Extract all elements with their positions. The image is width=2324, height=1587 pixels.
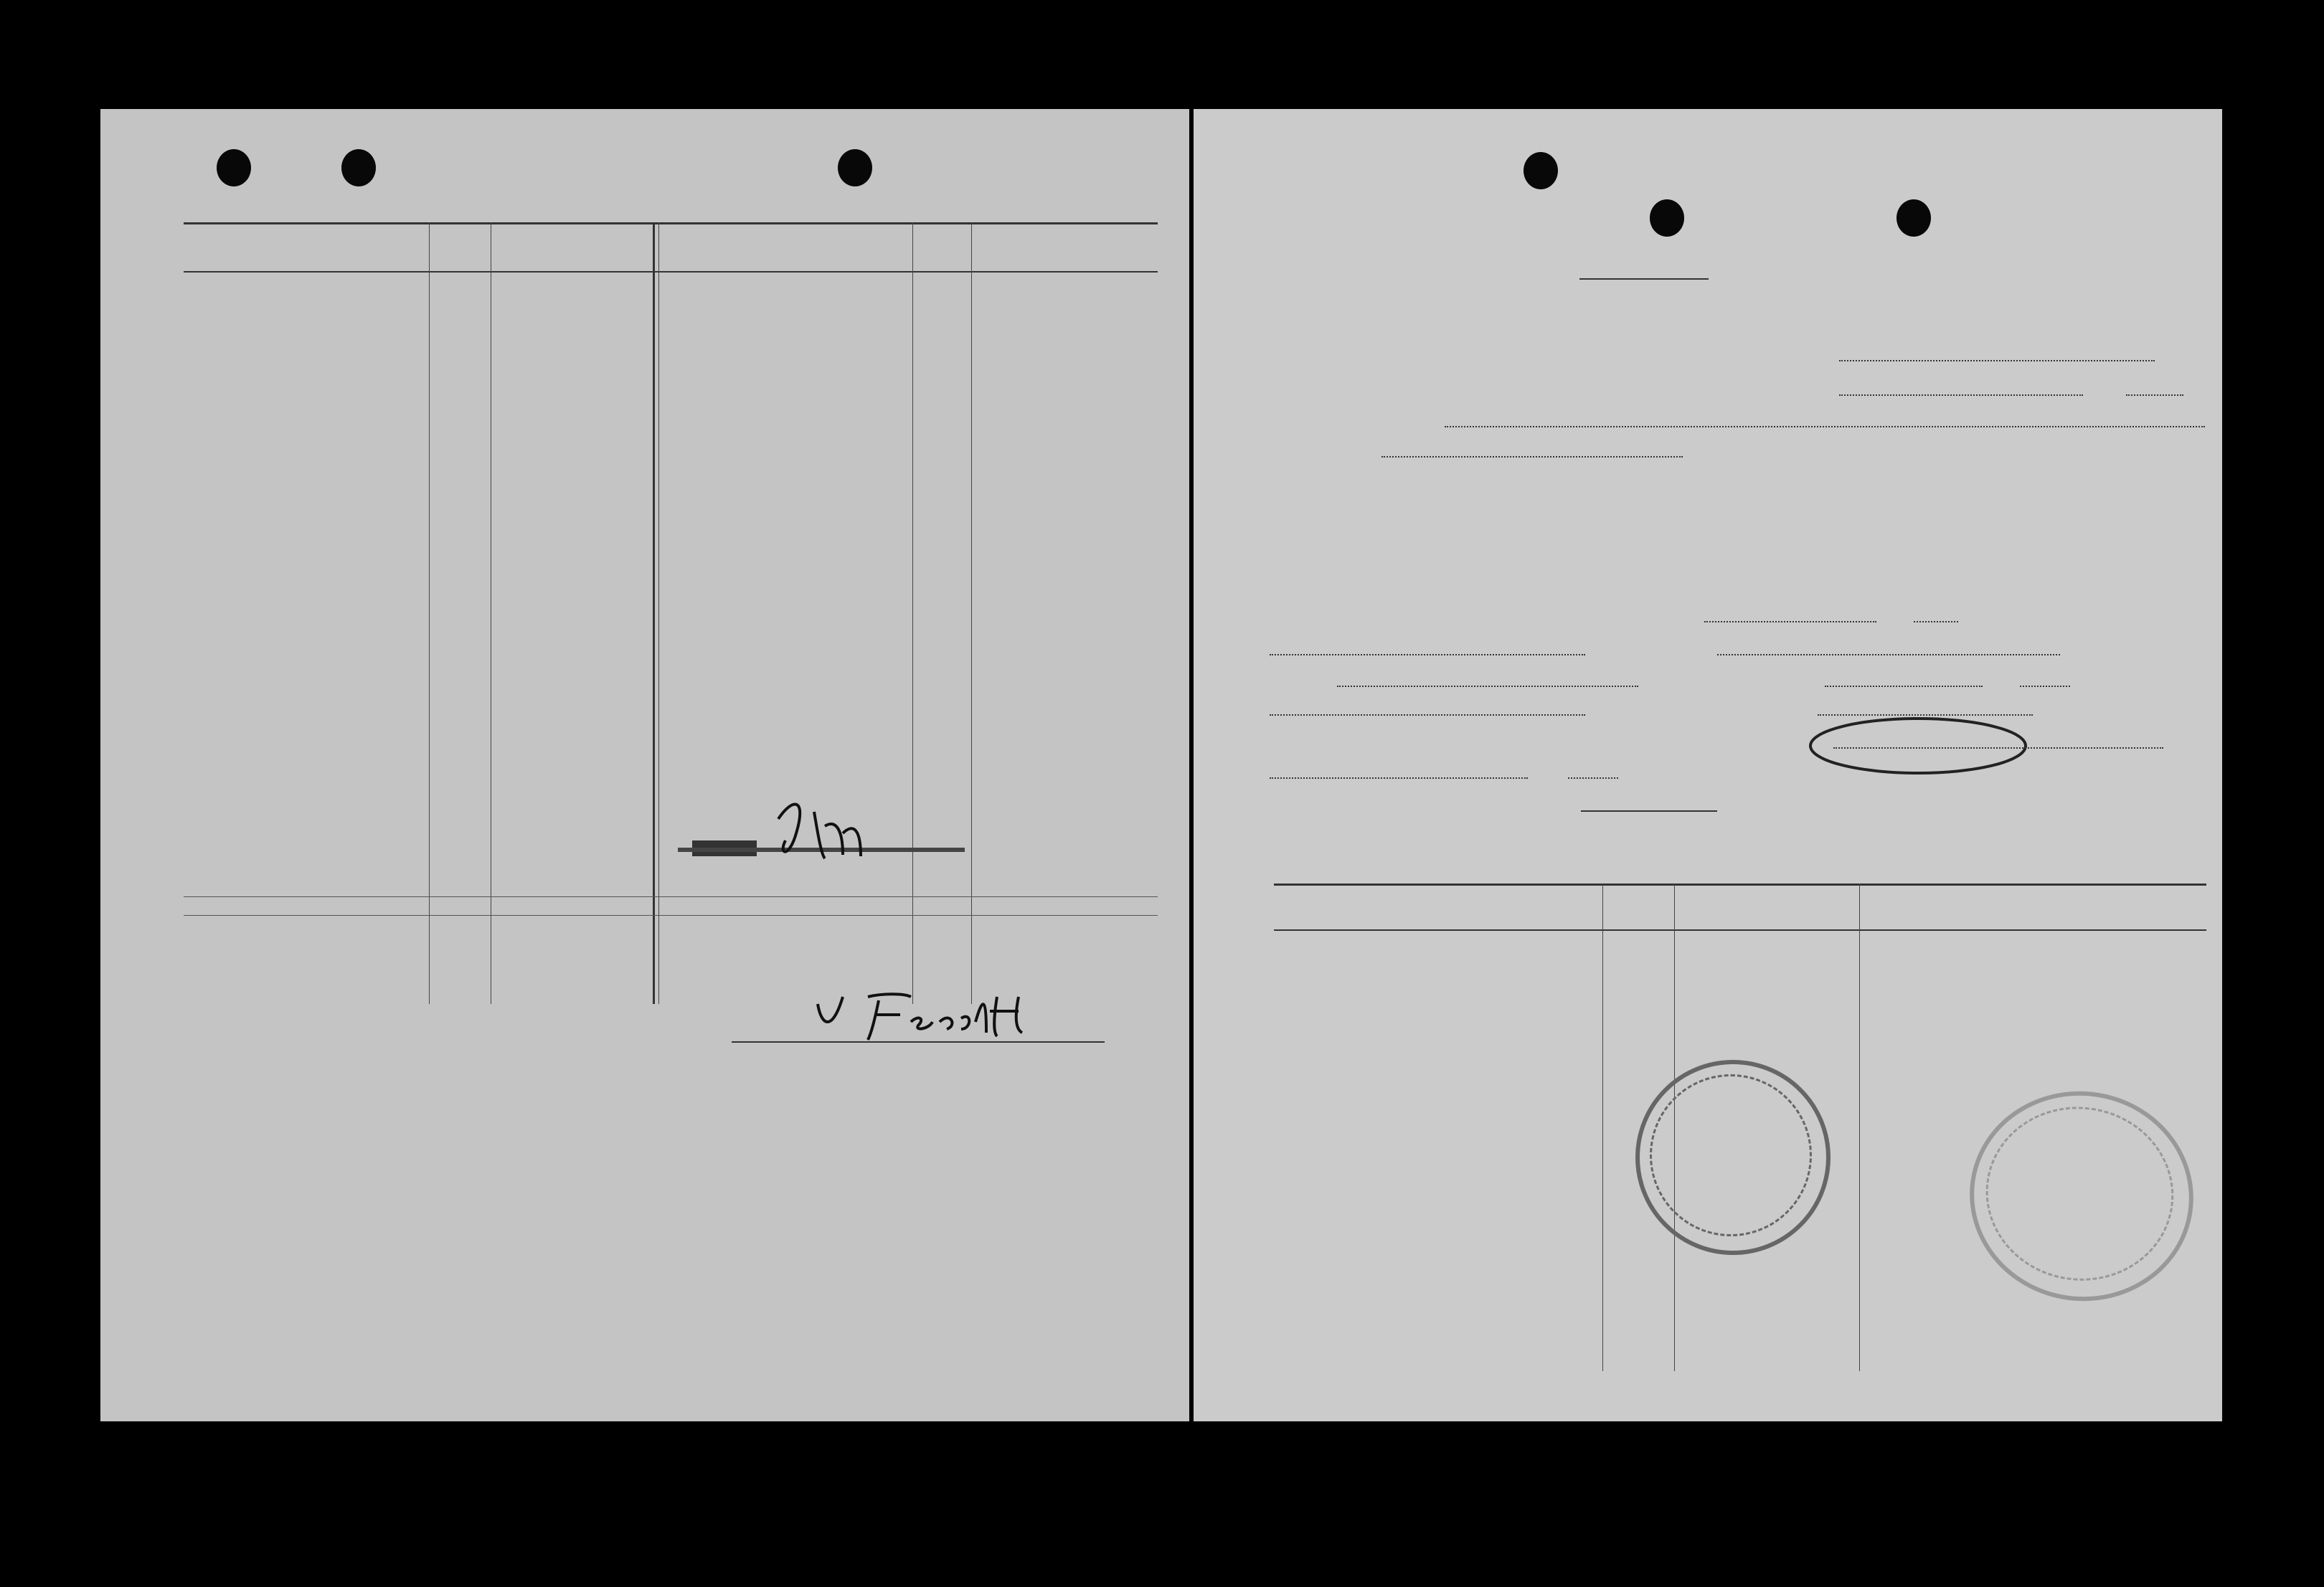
punch-hole: [1896, 199, 1931, 237]
punch-hole: [838, 149, 872, 186]
indexed-initials-signature: [671, 790, 1001, 869]
received-stamp-records: [1635, 1060, 1831, 1255]
received-stamp-travel-control: [1956, 1077, 2207, 1316]
left-page: [100, 109, 1189, 1421]
first-port-circle: [1803, 710, 2033, 782]
master-signature: [803, 982, 1105, 1047]
punch-hole: [1524, 152, 1558, 189]
punch-hole: [341, 149, 376, 186]
punch-hole: [217, 149, 251, 186]
punch-hole: [1650, 199, 1684, 237]
right-page: [1194, 109, 2222, 1421]
